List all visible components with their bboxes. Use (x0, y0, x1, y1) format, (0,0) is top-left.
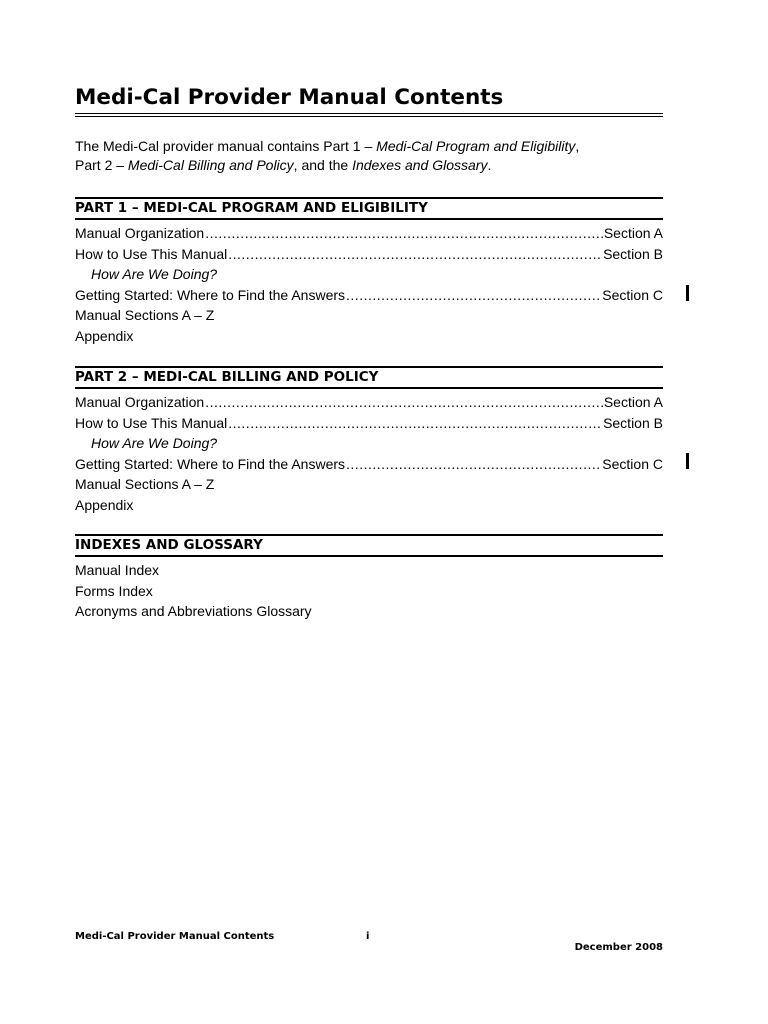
toc-entry-label: Forms Index (75, 582, 153, 599)
toc-entry[interactable] (75, 392, 663, 413)
toc-entry[interactable] (75, 326, 663, 347)
toc-entry-section: Section B (603, 245, 663, 262)
toc-entry-section: Section B (603, 414, 663, 431)
toc-entry[interactable] (75, 581, 663, 602)
dot-leader (205, 223, 603, 244)
toc-entry-label: Manual Index (75, 562, 160, 578)
toc-entry-label: How Are We Doing? (91, 266, 218, 282)
toc-entry-label: Getting Started: Where to Find the Answers (75, 455, 346, 472)
toc-entry[interactable] (75, 601, 663, 622)
revision-change-bar (686, 285, 689, 301)
intro-part2-name: Medi-Cal Billing and Policy (127, 156, 294, 173)
toc-entry-label: Appendix (75, 496, 134, 513)
toc-entry[interactable] (75, 413, 663, 434)
toc-entry-label: Acronyms and Abbreviations Glossary (75, 603, 312, 619)
intro-text: Part 2 – (75, 156, 128, 173)
part1-list (75, 223, 663, 346)
part2-heading: PART 2 – MEDI-CAL BILLING AND POLICY (75, 366, 663, 389)
dot-leader (346, 285, 601, 306)
indexes-heading: INDEXES AND GLOSSARY (75, 534, 663, 557)
revision-change-bar (686, 453, 689, 469)
toc-entry-section: Section A (603, 394, 663, 410)
toc-entry-label: Manual Organization (75, 225, 205, 241)
indexes-list (75, 560, 663, 622)
toc-entry-label: Manual Sections A – Z (75, 307, 215, 323)
intro-text: , (575, 138, 580, 154)
toc-entry-label: Appendix (75, 327, 134, 344)
page-title: Medi-Cal Provider Manual Contents (75, 85, 504, 110)
dot-leader (346, 454, 601, 475)
intro-indexes-name: Indexes and Glossary (352, 156, 488, 173)
dot-leader (228, 413, 602, 434)
toc-entry-label: How Are We Doing? (91, 435, 218, 451)
toc-subentry[interactable] (75, 433, 663, 454)
footer-title: Medi-Cal Provider Manual Contents (75, 931, 275, 942)
footer-date: December 2008 (574, 942, 663, 953)
toc-entry[interactable] (75, 223, 663, 244)
title-double-rule (75, 113, 663, 117)
toc-entry[interactable] (75, 244, 663, 265)
toc-subentry[interactable] (75, 264, 663, 285)
dot-leader (228, 244, 602, 265)
intro-part1-name: Medi-Cal Program and Eligibility (376, 138, 576, 154)
document-page (75, 0, 663, 1024)
toc-entry[interactable] (75, 285, 663, 306)
part1-section (75, 197, 663, 346)
toc-entry-label: Getting Started: Where to Find the Answers (75, 286, 346, 303)
part2-list (75, 392, 663, 515)
intro-text: , and the (293, 156, 353, 173)
part1-heading: PART 1 – MEDI-CAL PROGRAM AND ELIGIBILITY (75, 197, 663, 220)
part2-section (75, 366, 663, 515)
dot-leader (205, 392, 603, 413)
toc-entry-label: How to Use This Manual (75, 245, 228, 262)
toc-entry-section: Section A (603, 225, 663, 241)
toc-entry[interactable] (75, 454, 663, 475)
toc-entry[interactable] (75, 560, 663, 581)
toc-entry[interactable] (75, 495, 663, 516)
indexes-section (75, 534, 663, 622)
footer-page-number: i (366, 931, 370, 942)
intro-text: . (487, 156, 492, 173)
toc-entry[interactable] (75, 305, 663, 326)
toc-entry-label: Manual Organization (75, 394, 205, 410)
intro-paragraph (75, 137, 663, 174)
toc-entry-label: Manual Sections A – Z (75, 476, 215, 492)
toc-entry[interactable] (75, 474, 663, 495)
intro-text: The Medi-Cal provider manual contains Part 1 – (75, 138, 377, 154)
toc-entry-section: Section C (602, 286, 663, 303)
toc-entry-label: How to Use This Manual (75, 414, 228, 431)
toc-entry-section: Section C (602, 455, 663, 472)
